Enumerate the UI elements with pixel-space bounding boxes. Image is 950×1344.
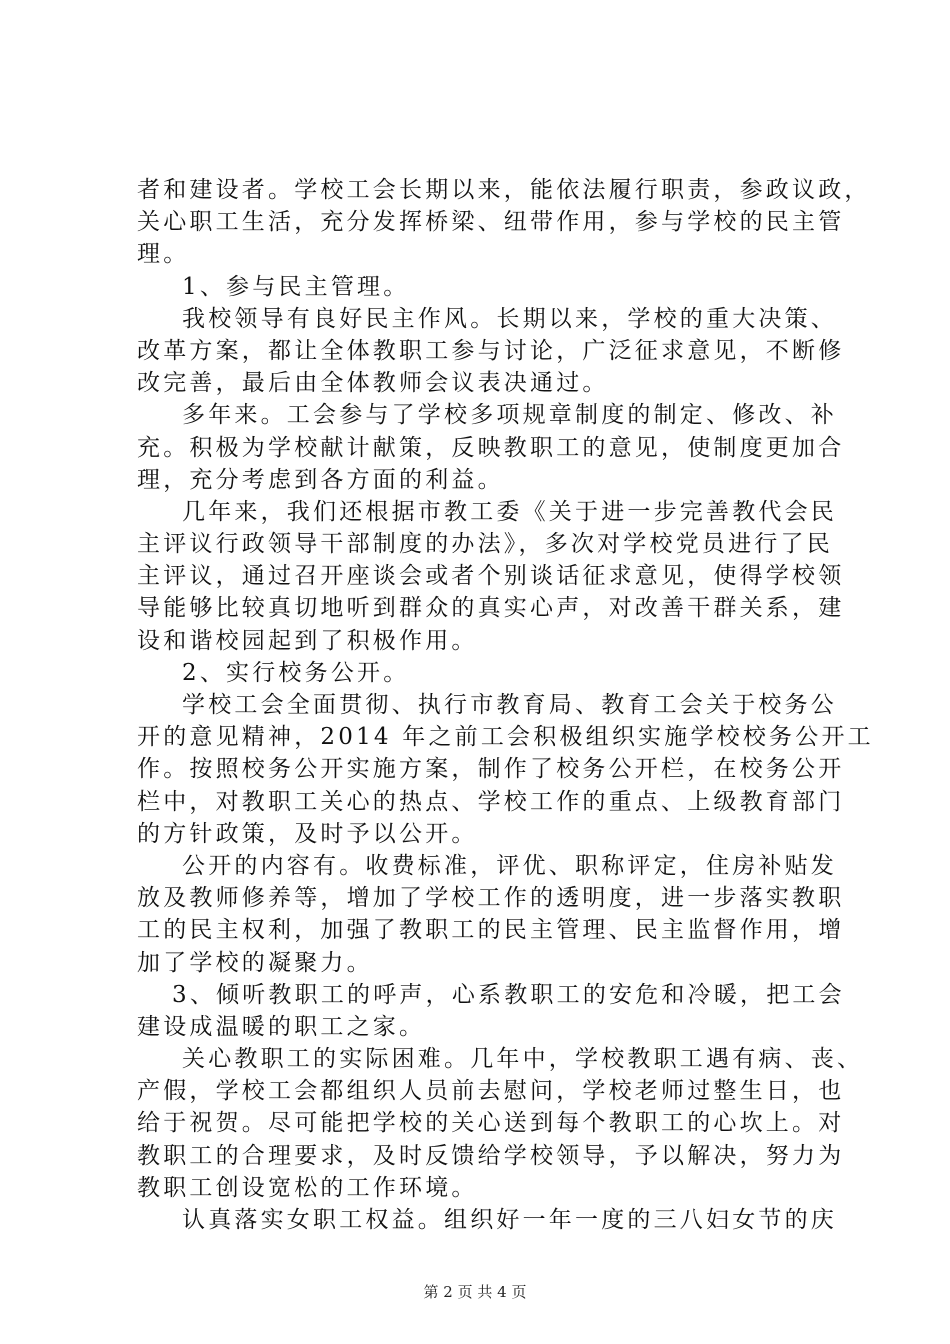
text-line: 设和谐校园起到了积极作用。 [137,627,478,654]
text-line: 几年来，我们还根据市教工委《关于进一步完善教代会民 [182,498,837,525]
text-line: 多年来。工会参与了学校多项规章制度的制定、修改、补 [182,402,837,429]
text-line: 学校工会全面贯彻、执行市教育局、教育工会关于校务公 [182,692,837,718]
text-line: 开的意见精神，2014 年之前工会积极组织实施学校校务公开工 [137,724,874,751]
section-heading: 3、倾听教职工的呼声，心系教职工的安危和冷暖，把工会 [172,981,845,1008]
text-line: 教职工的合理要求，及时反馈给学校领导，予以解决，努力为 [137,1142,845,1169]
text-line: 理。 [137,241,190,268]
text-line: 者和建设者。学校工会长期以来，能依法履行职责，参政议政， [137,177,871,203]
text-line: 作。按照校务公开实施方案，制作了校务公开栏，在校务公开 [137,756,845,783]
text-line: 认真落实女职工权益。组织好一年一度的三八妇女节的庆 [182,1207,837,1233]
text-line: 放及教师修养等，增加了学校工作的透明度，进一步落实教职 [137,885,845,912]
text-line: 理，充分考虑到各方面的利益。 [137,466,504,493]
section-heading: 1、参与民主管理。 [182,273,410,300]
text-line: 公开的内容有。收费标准，评优、职称评定，住房补贴发 [182,852,837,879]
page-number-footer: 第 2 页 共 4 页 [423,1283,527,1301]
text-line: 建设成温暖的职工之家。 [137,1013,426,1040]
text-line: 主评议，通过召开座谈会或者个别谈话征求意见，使得学校领 [137,563,845,590]
text-line: 栏中，对教职工关心的热点、学校工作的重点、上级教育部门 [137,788,845,815]
text-line: 我校领导有良好民主作风。长期以来，学校的重大决策、 [182,305,837,332]
text-line: 充。积极为学校献计献策，反映教职工的意见，使制度更加合 [137,434,845,461]
text-line: 加了学校的凝聚力。 [137,949,373,976]
text-line: 的方针政策，及时予以公开。 [137,820,478,847]
section-heading: 2、实行校务公开。 [182,659,410,686]
text-line: 教职工创设宽松的工作环境。 [137,1174,478,1201]
text-line: 导能够比较真切地听到群众的真实心声，对改善干群关系，建 [137,595,845,622]
text-line: 给于祝贺。尽可能把学校的关心送到每个教职工的心坎上。对 [137,1110,845,1137]
text-line: 产假，学校工会都组织人员前去慰问，学校老师过整生日，也 [137,1078,845,1105]
text-line: 工的民主权利，加强了教职工的民主管理、民主监督作用，增 [137,917,845,944]
text-line: 关心教职工的实际困难。几年中，学校教职工遇有病、丧、 [182,1046,864,1073]
text-line: 关心职工生活，充分发挥桥梁、纽带作用，参与学校的民主管 [137,209,845,236]
document-body [137,174,874,1236]
text-line: 改完善，最后由全体教师会议表决通过。 [137,370,609,397]
text-line: 改革方案，都让全体教职工参与讨论，广泛征求意见，不断修 [137,337,845,364]
text-line: 主评议行政领导干部制度的办法》，多次对学校党员进行了民 [137,531,833,558]
